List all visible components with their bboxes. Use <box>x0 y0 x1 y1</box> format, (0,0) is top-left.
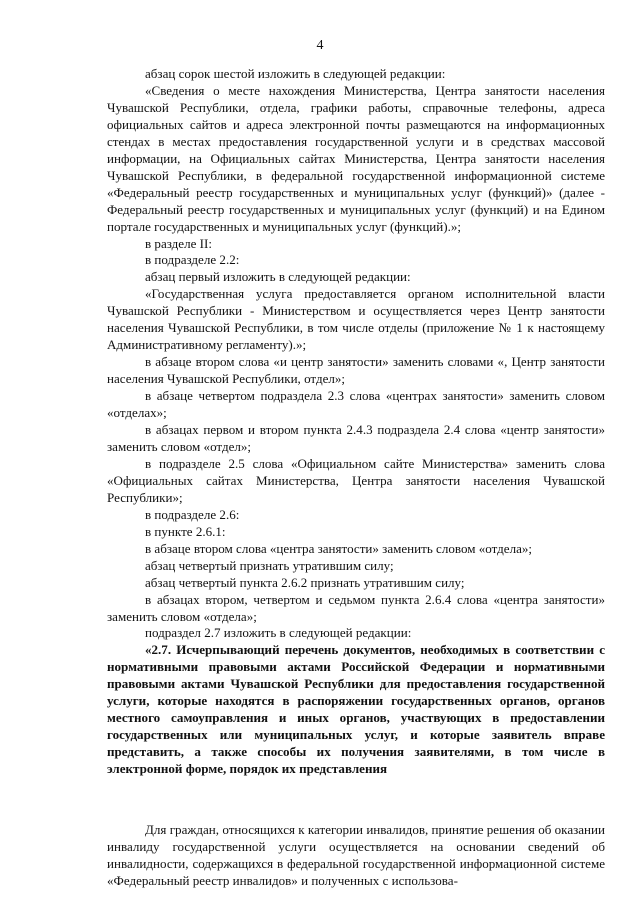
paragraph-spacer <box>107 791 605 809</box>
paragraph: абзац сорок шестой изложить в следующей редакции: <box>145 66 446 81</box>
paragraph: в подразделе 2.2: <box>145 252 240 268</box>
paragraph: в пункте 2.6.1: <box>145 523 226 539</box>
paragraph: абзац четвертый признать утратившим силу; <box>145 557 394 573</box>
paragraph: в абзаце втором слова «центра занятости» заменить словом «отдела»; <box>145 540 533 556</box>
paragraph: Для граждан, относящихся к категории инвалидов, принятие решения об оказании инвалиду государственной услуги осуществляется на основании сведений об инвалидности, содержащихся в федеральной государственной информационной системе «Федеральный реестр инвалидов» и полученных с использова- <box>107 822 605 888</box>
paragraph: в абзаце четвертом подраздела 2.3 слова «центрах занятости» заменить словом «отделах»; <box>107 388 605 421</box>
document-body <box>107 66 605 890</box>
paragraph: в подразделе 2.5 слова «Официальном сайте Министерства» заменить слова «Официальных сайтах Министерства, Центра занятости населения Чувашской Республики»; <box>107 455 605 505</box>
paragraph: в подразделе 2.6: <box>145 506 240 522</box>
paragraph: в абзацах первом и втором пункта 2.4.3 подраздела 2.4 слова «центр занятости» заменить словом «отдел»; <box>107 422 605 454</box>
paragraph: в абзаце втором слова «и центр занятости» заменить словами «, Центр занятости населения Чувашской Республики, отдел»; <box>107 354 605 387</box>
paragraph: «Государственная услуга предоставляется органом исполнительной власти Чувашской Республики - Министерством и осуществляется через Центр занятости населения Чувашской Республики, в том числе отделы (приложение № 1 к настоящему Административному регламенту).»; <box>107 286 605 353</box>
page-number: 4 <box>316 38 324 53</box>
paragraph: в абзацах втором, четвертом и седьмом пункта 2.6.4 слова «центра занятости» заменить словом «отдела»; <box>107 591 605 624</box>
section-heading-2-7: «2.7. Исчерпывающий перечень документов, необходимых в соответствии с нормативными правовыми актами Российской Федерации и нормативными правовыми актами Чувашской Республики для предоставления государственной услуги, которые находятся в распоряжении государственных органов, органов местного самоуправления и иных органов, участвующих в предоставлении государственных или муниципальных услуг, и которые заявитель вправе представить, а также способы их получения заявителями, в том числе в электронной форме, порядок их представления <box>107 642 605 777</box>
paragraph: «Сведения о месте нахождения Министерства, Центра занятости населения Чувашской Республики, отдела, графики работы, справочные телефоны, адреса официальных сайтов и адреса электронной почты размещаются на информационных стендах в местах предоставления государственной услуги и в средствах массовой информации, на Официальных сайтах Министерства, Центра занятости населения Чувашской Республики, в федеральной государственной информационной системе «Федеральный реестр государственных и муниципальных услуг (функций)» (далее - Федеральный реестр государственных и муниципальных услуг (функций) и на Едином портале государственных и муниципальных услуг (функций).»; <box>107 82 605 234</box>
paragraph: абзац первый изложить в следующей редакции: <box>145 269 411 285</box>
paragraph: в разделе II: <box>145 235 212 251</box>
paragraph: подраздел 2.7 изложить в следующей редакции: <box>145 625 412 641</box>
paragraph: абзац четвертый пункта 2.6.2 признать утратившим силу; <box>145 574 465 590</box>
